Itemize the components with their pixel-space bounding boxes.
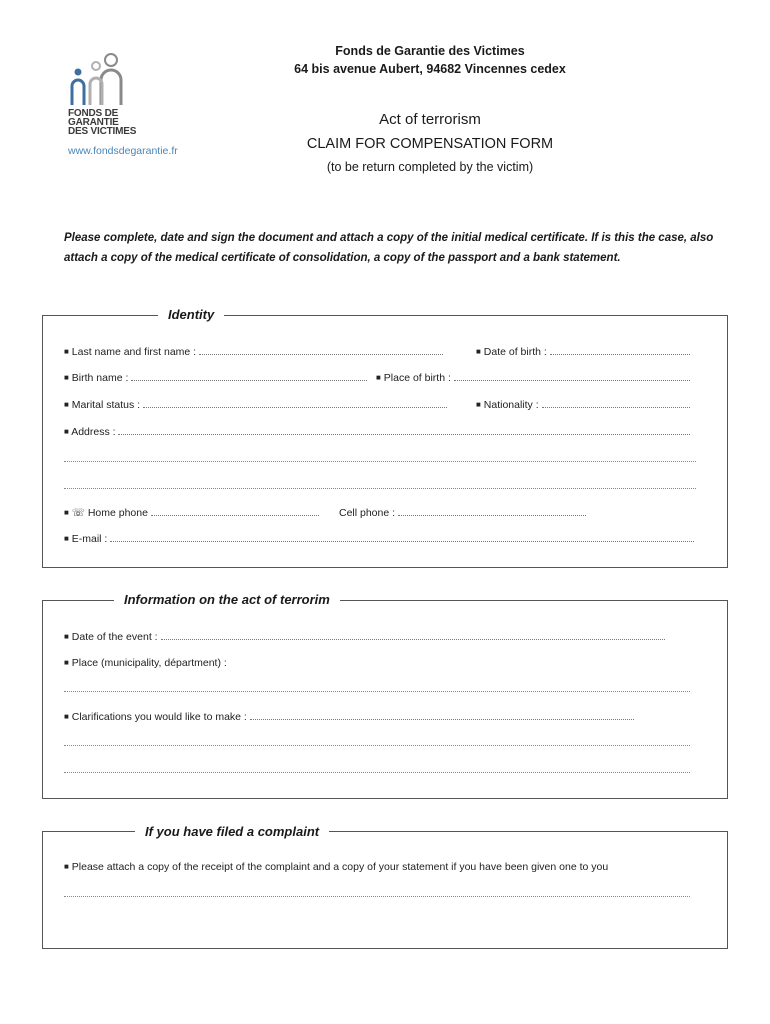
date-of-event-field[interactable] — [64, 631, 665, 643]
marital-status-input[interactable] — [143, 399, 447, 408]
place-label: Place (municipality, départment) : — [71, 657, 227, 669]
event-section — [42, 600, 728, 799]
bullet-icon: ■ — [64, 508, 69, 517]
cell-phone-label: Cell phone : — [339, 507, 396, 519]
marital-status-label: Marital status : — [71, 399, 141, 411]
email-input[interactable] — [110, 533, 694, 542]
bullet-icon: ■ — [64, 400, 69, 409]
form-title-main: CLAIM FOR COMPENSATION FORM — [306, 136, 554, 152]
identity-title: Identity — [158, 307, 224, 322]
date-of-birth-input[interactable] — [550, 346, 690, 355]
nationality-input[interactable] — [542, 399, 690, 408]
form-title: Act of terrorism — [379, 111, 481, 128]
last-name-field[interactable] — [64, 346, 443, 358]
cell-phone-field[interactable] — [339, 507, 586, 519]
date-of-event-input[interactable] — [161, 631, 665, 640]
last-name-label: Last name and first name : — [71, 346, 197, 358]
bullet-icon: ■ — [64, 427, 69, 436]
place-of-birth-input[interactable] — [454, 372, 690, 381]
nationality-label: Nationality : — [483, 399, 539, 411]
clarifications-line-3[interactable] — [64, 771, 690, 773]
bullet-icon: ■ — [64, 712, 69, 721]
place-field[interactable] — [64, 657, 227, 669]
clarifications-input[interactable] — [250, 711, 634, 720]
complaint-title: If you have filed a complaint — [135, 824, 329, 839]
place-of-birth-field[interactable] — [376, 372, 690, 384]
address-field[interactable] — [64, 426, 690, 438]
birth-name-field[interactable] — [64, 372, 367, 384]
bullet-icon: ■ — [64, 632, 69, 641]
logo-text-line: DES VICTIMES — [68, 126, 137, 137]
instructions: Please complete, date and sign the document and attach a copy of the initial medical certificate. If is this the case, also attach a copy of the medical certificate of consolidation, a copy of the passport and a bank statement. — [64, 232, 714, 264]
logo-text-line: FONDS DE — [68, 108, 119, 119]
address-input[interactable] — [118, 426, 690, 435]
address-line-3[interactable] — [64, 487, 696, 489]
complaint-input[interactable] — [64, 895, 690, 897]
home-phone-input[interactable] — [151, 507, 319, 516]
nationality-field[interactable] — [476, 399, 690, 411]
date-of-event-label: Date of the event : — [71, 631, 158, 643]
birth-name-input[interactable] — [131, 372, 367, 381]
complaint-note-row — [64, 861, 608, 873]
place-input[interactable] — [64, 690, 690, 692]
clarifications-field[interactable] — [64, 711, 634, 723]
bullet-icon: ■ — [64, 373, 69, 382]
place-of-birth-label: Place of birth : — [383, 372, 451, 384]
website-link[interactable]: www.fondsdegarantie.fr — [68, 145, 178, 157]
marital-status-field[interactable] — [64, 399, 447, 411]
home-phone-label: ☏ Home phone — [71, 507, 148, 519]
logo-text-line: GARANTIE — [68, 117, 119, 128]
bullet-icon: ■ — [476, 347, 481, 356]
date-of-birth-label: Date of birth : — [483, 346, 547, 358]
bullet-icon: ■ — [376, 373, 381, 382]
home-phone-field[interactable] — [64, 507, 319, 519]
event-title: Information on the act of terrorim — [114, 592, 340, 607]
clarifications-line-2[interactable] — [64, 744, 690, 746]
bullet-icon: ■ — [64, 347, 69, 356]
bullet-icon: ■ — [64, 658, 69, 667]
clarifications-label: Clarifications you would like to make : — [71, 711, 247, 723]
bullet-icon: ■ — [476, 400, 481, 409]
bullet-icon: ■ — [64, 862, 69, 871]
cell-phone-input[interactable] — [398, 507, 586, 516]
bullet-icon: ■ — [64, 534, 69, 543]
address-label: Address : — [71, 426, 116, 438]
form-subtitle: (to be return completed by the victim) — [326, 160, 534, 174]
complaint-section — [42, 831, 728, 949]
date-of-birth-field[interactable] — [476, 346, 690, 358]
address-line-2[interactable] — [64, 460, 696, 462]
org-name: Fonds de Garantie des Victimes — [335, 44, 525, 58]
email-field[interactable] — [64, 533, 694, 545]
org-address: 64 bis avenue Aubert, 94682 Vincennes cedex — [294, 62, 566, 76]
birth-name-label: Birth name : — [71, 372, 129, 384]
last-name-input[interactable] — [199, 346, 443, 355]
complaint-note: Please attach a copy of the receipt of the complaint and a copy of your statement if you have been given one to you — [71, 861, 609, 873]
email-label: E-mail : — [71, 533, 108, 545]
